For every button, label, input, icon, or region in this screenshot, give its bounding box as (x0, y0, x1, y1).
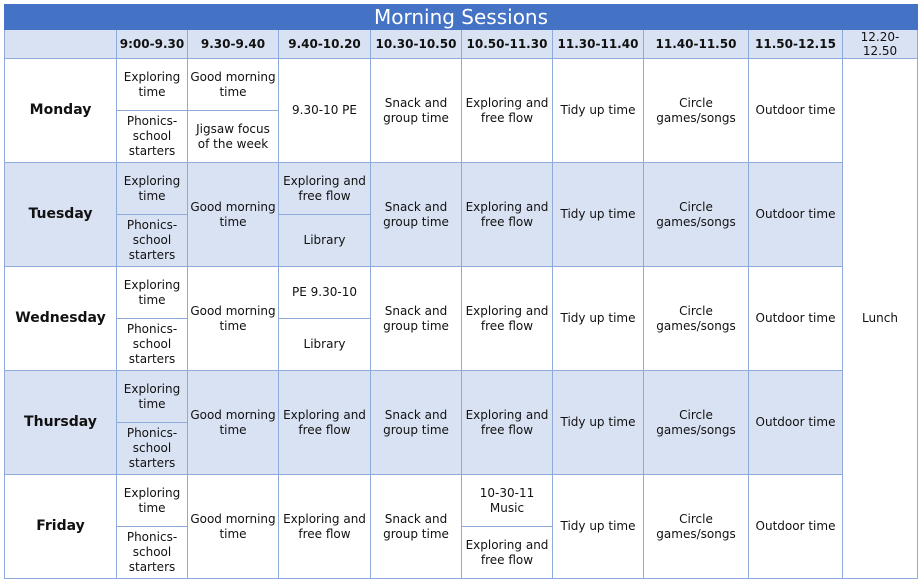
session-cell: Circle games/songs (644, 59, 749, 163)
session-cell: 9.30-10 PE (279, 59, 371, 163)
session-cell: Exploring time (117, 267, 188, 319)
time-header: 11.30-11.40 (553, 30, 644, 59)
session-cell: Outdoor time (749, 371, 843, 475)
time-header: 9:00-9.30 (117, 30, 188, 59)
session-cell: Phonics-school starters (117, 215, 188, 267)
session-cell: Tidy up time (553, 475, 644, 579)
session-cell: Outdoor time (749, 59, 843, 163)
day-label: Thursday (5, 371, 117, 475)
session-cell: Exploring and free flow (279, 163, 371, 215)
day-label: Friday (5, 475, 117, 579)
session-cell: Phonics-school starters (117, 319, 188, 371)
session-cell: Library (279, 215, 371, 267)
session-cell: Good morning time (188, 267, 279, 371)
time-header: 12.20- 12.50 (843, 30, 918, 59)
session-cell: Circle games/songs (644, 475, 749, 579)
day-row-monday (5, 59, 918, 111)
session-cell: Tidy up time (553, 371, 644, 475)
session-cell: Snack and group time (371, 163, 462, 267)
session-cell: Phonics-school starters (117, 423, 188, 475)
time-header: 11.50-12.15 (749, 30, 843, 59)
session-cell: Circle games/songs (644, 267, 749, 371)
day-label: Wednesday (5, 267, 117, 371)
day-row-wednesday (5, 267, 918, 319)
session-cell: Tidy up time (553, 59, 644, 163)
session-cell: Snack and group time (371, 475, 462, 579)
session-cell: Good morning time (188, 371, 279, 475)
morning-sessions-table (4, 4, 918, 579)
header-corner (5, 30, 117, 59)
session-cell: Tidy up time (553, 163, 644, 267)
session-cell: Tidy up time (553, 267, 644, 371)
session-cell: Snack and group time (371, 267, 462, 371)
session-cell: Snack and group time (371, 59, 462, 163)
session-cell: 10-30-11 Music (462, 475, 553, 527)
session-cell: Exploring and free flow (462, 163, 553, 267)
session-cell: Exploring and free flow (462, 527, 553, 579)
session-cell: Phonics-school starters (117, 527, 188, 579)
session-cell: Snack and group time (371, 371, 462, 475)
session-cell: Outdoor time (749, 163, 843, 267)
time-header: 10.50-11.30 (462, 30, 553, 59)
session-cell: Good morning time (188, 163, 279, 267)
session-cell: Library (279, 319, 371, 371)
header-row (5, 30, 918, 59)
session-cell: Outdoor time (749, 267, 843, 371)
time-header: 9.30-9.40 (188, 30, 279, 59)
session-cell: Exploring time (117, 163, 188, 215)
session-cell: Exploring and free flow (279, 371, 371, 475)
session-cell: Exploring time (117, 59, 188, 111)
session-cell: Outdoor time (749, 475, 843, 579)
lunch-cell: Lunch (843, 59, 918, 579)
day-label: Monday (5, 59, 117, 163)
session-cell: Good morning time (188, 475, 279, 579)
session-cell: PE 9.30-10 (279, 267, 371, 319)
session-cell: Exploring and free flow (462, 267, 553, 371)
session-cell: Exploring and free flow (462, 371, 553, 475)
day-row-thursday (5, 371, 918, 423)
time-header: 11.40-11.50 (644, 30, 749, 59)
day-label: Tuesday (5, 163, 117, 267)
page-title: Morning Sessions (5, 5, 918, 30)
day-row-tuesday (5, 163, 918, 215)
time-header: 9.40-10.20 (279, 30, 371, 59)
session-cell: Exploring and free flow (462, 59, 553, 163)
session-cell: Circle games/songs (644, 163, 749, 267)
session-cell: Exploring time (117, 475, 188, 527)
time-header: 10.30-10.50 (371, 30, 462, 59)
session-cell: Exploring and free flow (279, 475, 371, 579)
session-cell: Good morning time (188, 59, 279, 111)
session-cell: Exploring time (117, 371, 188, 423)
day-row-friday (5, 475, 918, 527)
session-cell: Phonics-school starters (117, 111, 188, 163)
session-cell: Circle games/songs (644, 371, 749, 475)
session-cell: Jigsaw focus of the week (188, 111, 279, 163)
